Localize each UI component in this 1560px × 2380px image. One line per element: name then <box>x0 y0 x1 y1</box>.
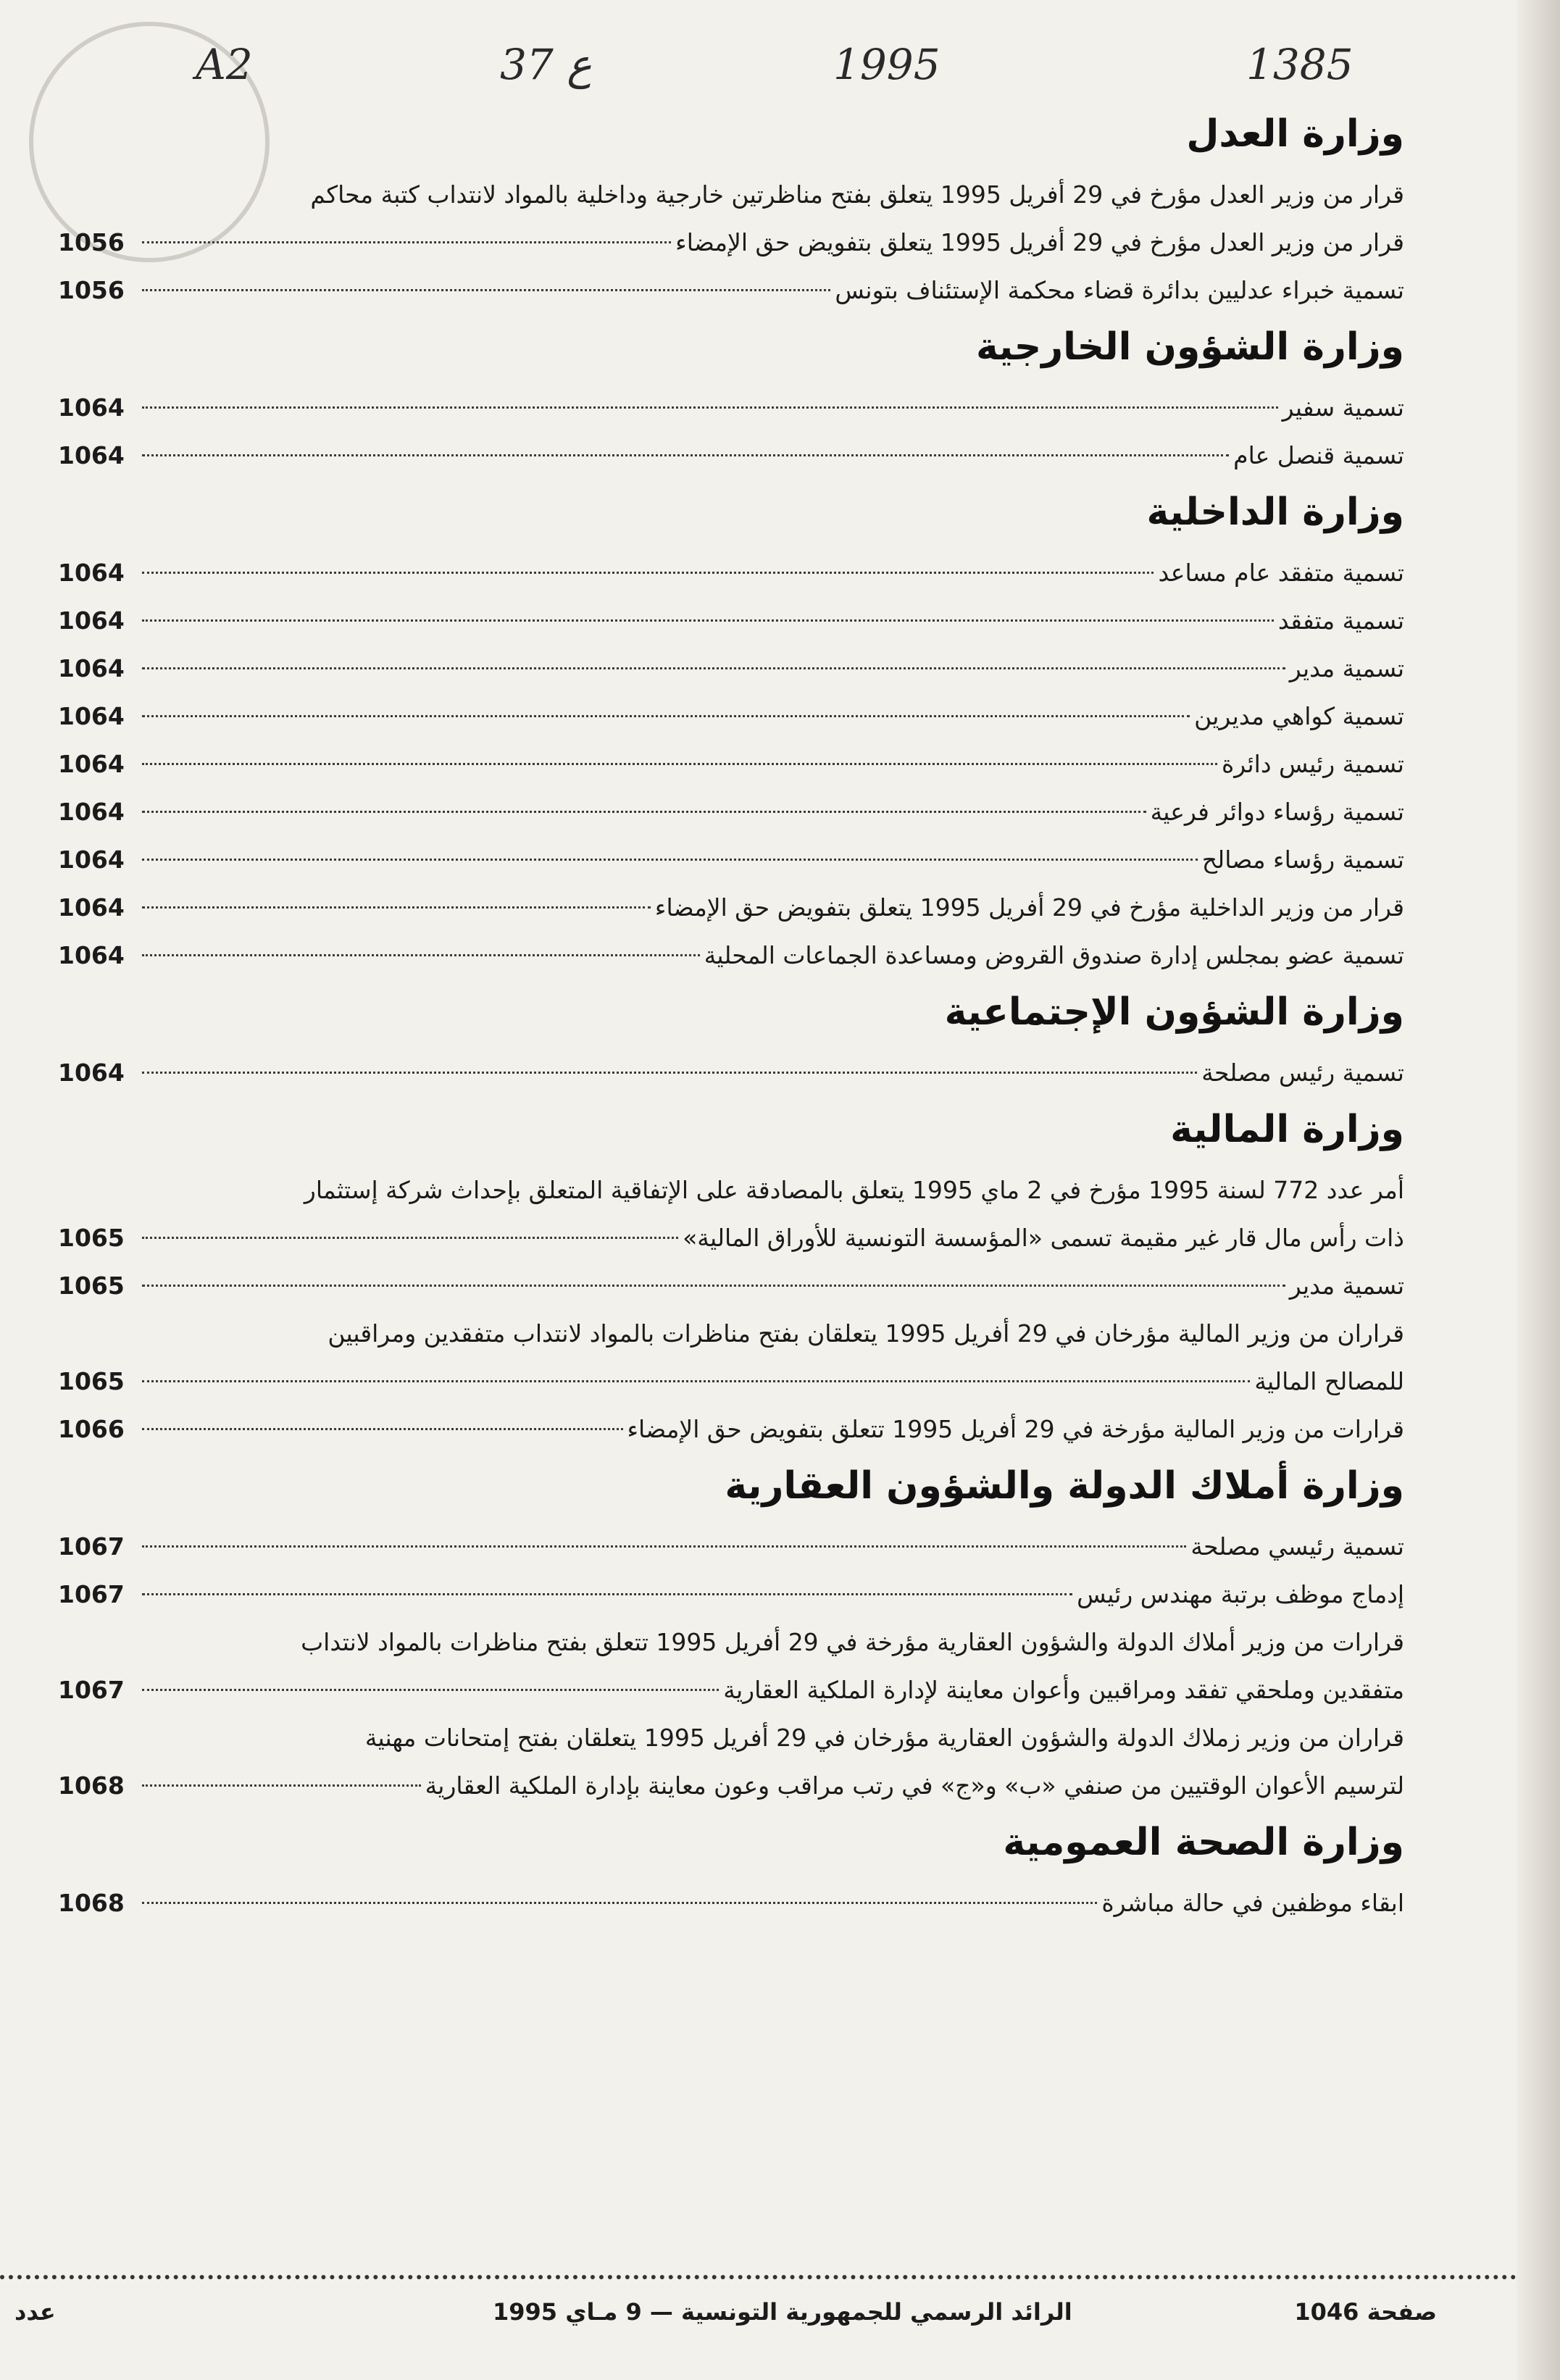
entry-title: تسمية رئيس دائرة <box>1221 750 1404 778</box>
entry-title-line: أمر عدد 772 لسنة 1995 مؤرخ في 2 ماي 1995 يتعلق بالمصادقة على الإتفاقية المتعلق بإحداث شركة إستثمار <box>304 1176 1404 1204</box>
entry-page-number: 1066 <box>58 1415 125 1443</box>
toc-entry <box>58 1571 1404 1619</box>
toc-entry <box>58 1262 1404 1310</box>
footer-gazette-title: الرائد الرسمي للجمهورية التونسية — 9 مـاي 1995 <box>493 2298 1072 2326</box>
toc-entry <box>58 836 1404 884</box>
entry-title: ابقاء موظفين في حالة مباشرة <box>1101 1889 1404 1917</box>
entry-title: إدماج موظف برتبة مهندس رئيس <box>1077 1580 1404 1608</box>
page-edge <box>1517 0 1560 2380</box>
leader-dots <box>142 763 1217 765</box>
leader-dots <box>142 406 1278 409</box>
leader-dots <box>142 1380 1250 1382</box>
entry-title-line: قراران من وزير زملاك الدولة والشؤون العقارية مؤرخان في 29 أفريل 1995 يتعلقان بفتح إمتحانات مهنية <box>364 1724 1404 1752</box>
handwritten-note-year: 1995 <box>833 40 940 89</box>
entry-page-number: 1064 <box>58 845 125 874</box>
entry-page-number: 1068 <box>58 1889 125 1917</box>
leader-dots <box>142 1784 421 1787</box>
entry-page-number: 1064 <box>58 441 125 469</box>
leader-dots <box>142 1689 719 1691</box>
entry-page-number: 1064 <box>58 941 125 969</box>
toc-entry <box>58 1049 1404 1097</box>
leader-dots <box>142 454 1229 456</box>
section-heading: وزارة العدل <box>1186 112 1404 156</box>
toc-entry <box>58 549 1404 597</box>
entry-page-number: 1064 <box>58 702 125 730</box>
entry-title-line: قرارات من وزير أملاك الدولة والشؤون العقارية مؤرخة في 29 أفريل 1995 تتعلق بفتح مناظرات بالمواد لانتداب <box>301 1628 1404 1656</box>
toc-entry <box>58 1619 1404 1714</box>
toc-entry <box>58 384 1404 432</box>
leader-dots <box>142 954 700 956</box>
handwritten-note-37: 37 ع <box>500 40 592 89</box>
section-heading: وزارة الشؤون الإجتماعية <box>944 990 1404 1034</box>
entry-title: تسمية متفقد عام مساعد <box>1158 559 1404 587</box>
entry-title: تسمية قنصل عام <box>1233 441 1404 469</box>
footer-page-number: صفحة 1046 <box>1294 2298 1437 2326</box>
leader-dots <box>142 715 1190 717</box>
toc-entry <box>58 693 1404 740</box>
entry-page-number: 1064 <box>58 798 125 826</box>
entry-title: قرار من وزير الداخلية مؤرخ في 29 أفريل 1995 يتعلق بتفويض حق الإمضاء <box>654 893 1404 922</box>
toc-entry <box>58 1714 1404 1810</box>
leader-dots <box>142 289 830 291</box>
entry-title: تسمية مدير <box>1289 654 1404 682</box>
toc-entry <box>58 432 1404 480</box>
leader-dots <box>142 1072 1197 1074</box>
leader-dots <box>142 906 651 909</box>
entry-page-number: 1065 <box>58 1224 125 1252</box>
entry-page-number: 1064 <box>58 750 125 778</box>
toc-entry <box>58 788 1404 836</box>
footer-rule <box>0 2275 1517 2279</box>
handwritten-note-number: 1385 <box>1246 40 1353 89</box>
leader-dots <box>142 1593 1072 1595</box>
entry-title: تسمية خبراء عدليين بدائرة قضاء محكمة الإستئناف بتونس <box>835 276 1404 304</box>
leader-dots <box>142 619 1274 622</box>
toc-section <box>58 1820 1404 1927</box>
handwritten-note-a2: A2 <box>196 40 253 89</box>
entry-title-line: للمصالح المالية <box>1254 1367 1404 1395</box>
toc-entry <box>58 219 1404 267</box>
entry-title: قرار من وزير العدل مؤرخ في 29 أفريل 1995 يتعلق بفتح مناظرتين خارجية وداخلية بالمواد لانتداب كتبة محاكم <box>310 180 1404 209</box>
toc-entry <box>58 884 1404 932</box>
entry-title: تسمية متفقد <box>1277 606 1404 635</box>
toc-section <box>58 490 1404 980</box>
toc-section <box>58 112 1404 314</box>
table-of-contents <box>58 101 1404 1927</box>
entry-title-line: متفقدين وملحقي تفقد ومراقبين وأعوان معاينة لإدارة الملكية العقارية <box>723 1676 1404 1704</box>
leader-dots <box>142 1545 1186 1548</box>
entry-title: قرار من وزير العدل مؤرخ في 29 أفريل 1995 يتعلق بتفويض حق الإمضاء <box>675 228 1404 256</box>
entry-page-number: 1064 <box>58 893 125 922</box>
leader-dots <box>142 1902 1097 1904</box>
leader-dots <box>142 811 1146 813</box>
entry-page-number: 1065 <box>58 1367 125 1395</box>
section-heading: وزارة أملاك الدولة والشؤون العقارية <box>725 1464 1404 1508</box>
toc-entry <box>58 1310 1404 1406</box>
entry-page-number: 1056 <box>58 228 125 256</box>
leader-dots <box>142 1285 1285 1287</box>
toc-entry <box>58 1406 1404 1453</box>
section-heading: وزارة الصحة العمومية <box>1003 1821 1404 1864</box>
footer-issue-label: عدد <box>14 2298 56 2326</box>
entry-title: تسمية رئيس مصلحة <box>1201 1059 1404 1087</box>
toc-entry <box>58 1523 1404 1571</box>
entry-title: قرارات من وزير المالية مؤرخة في 29 أفريل 1995 تتعلق بتفويض حق الإمضاء <box>627 1415 1404 1443</box>
entry-page-number: 1064 <box>58 393 125 422</box>
section-heading: وزارة الداخلية <box>1146 490 1404 534</box>
entry-page-number: 1064 <box>58 606 125 635</box>
entry-page-number: 1067 <box>58 1676 125 1704</box>
toc-section <box>58 1107 1404 1453</box>
entry-title: تسمية كواهي مديرين <box>1194 702 1404 730</box>
entry-title: تسمية رئيسي مصلحة <box>1190 1532 1404 1561</box>
entry-title: تسمية سفير <box>1282 393 1404 422</box>
entry-page-number: 1064 <box>58 1059 125 1087</box>
leader-dots <box>142 1237 678 1239</box>
toc-entry <box>58 171 1404 219</box>
entry-title: تسمية مدير <box>1289 1272 1404 1300</box>
toc-section <box>58 1464 1404 1810</box>
toc-entry <box>58 597 1404 645</box>
toc-entry <box>58 645 1404 693</box>
toc-entry <box>58 932 1404 980</box>
toc-entry <box>58 267 1404 314</box>
leader-dots <box>142 572 1154 574</box>
entry-page-number: 1064 <box>58 559 125 587</box>
entry-page-number: 1067 <box>58 1532 125 1561</box>
entry-page-number: 1068 <box>58 1771 125 1800</box>
toc-entry <box>58 740 1404 788</box>
toc-entry <box>58 1166 1404 1262</box>
leader-dots <box>142 241 671 243</box>
leader-dots <box>142 859 1198 861</box>
entry-page-number: 1065 <box>58 1272 125 1300</box>
toc-entry <box>58 1879 1404 1927</box>
toc-section <box>58 990 1404 1097</box>
entry-title: تسمية عضو بمجلس إدارة صندوق القروض ومساعدة الجماعات المحلية <box>704 941 1404 969</box>
section-heading: وزارة الشؤون الخارجية <box>975 325 1404 369</box>
entry-title-line: لترسيم الأعوان الوقتيين من صنفي «ب» و«ج» في رتب مراقب وعون معاينة بإدارة الملكية العقارية <box>425 1771 1404 1800</box>
toc-section <box>58 325 1404 480</box>
entry-title: تسمية رؤساء مصالح <box>1201 845 1404 874</box>
entry-page-number: 1056 <box>58 276 125 304</box>
section-heading: وزارة المالية <box>1170 1108 1404 1151</box>
page-footer <box>0 2298 1517 2342</box>
leader-dots <box>142 1428 623 1430</box>
leader-dots <box>142 667 1285 669</box>
entry-page-number: 1067 <box>58 1580 125 1608</box>
entry-title: تسمية رؤساء دوائر فرعية <box>1150 798 1404 826</box>
entry-title-line: ذات رأس مال قار غير مقيمة تسمى «المؤسسة التونسية للأوراق المالية» <box>683 1224 1404 1252</box>
entry-page-number: 1064 <box>58 654 125 682</box>
entry-title-line: قراران من وزير المالية مؤرخان في 29 أفريل 1995 يتعلقان بفتح مناظرات بالمواد لانتداب متفقدين ومراقبين <box>328 1319 1404 1348</box>
